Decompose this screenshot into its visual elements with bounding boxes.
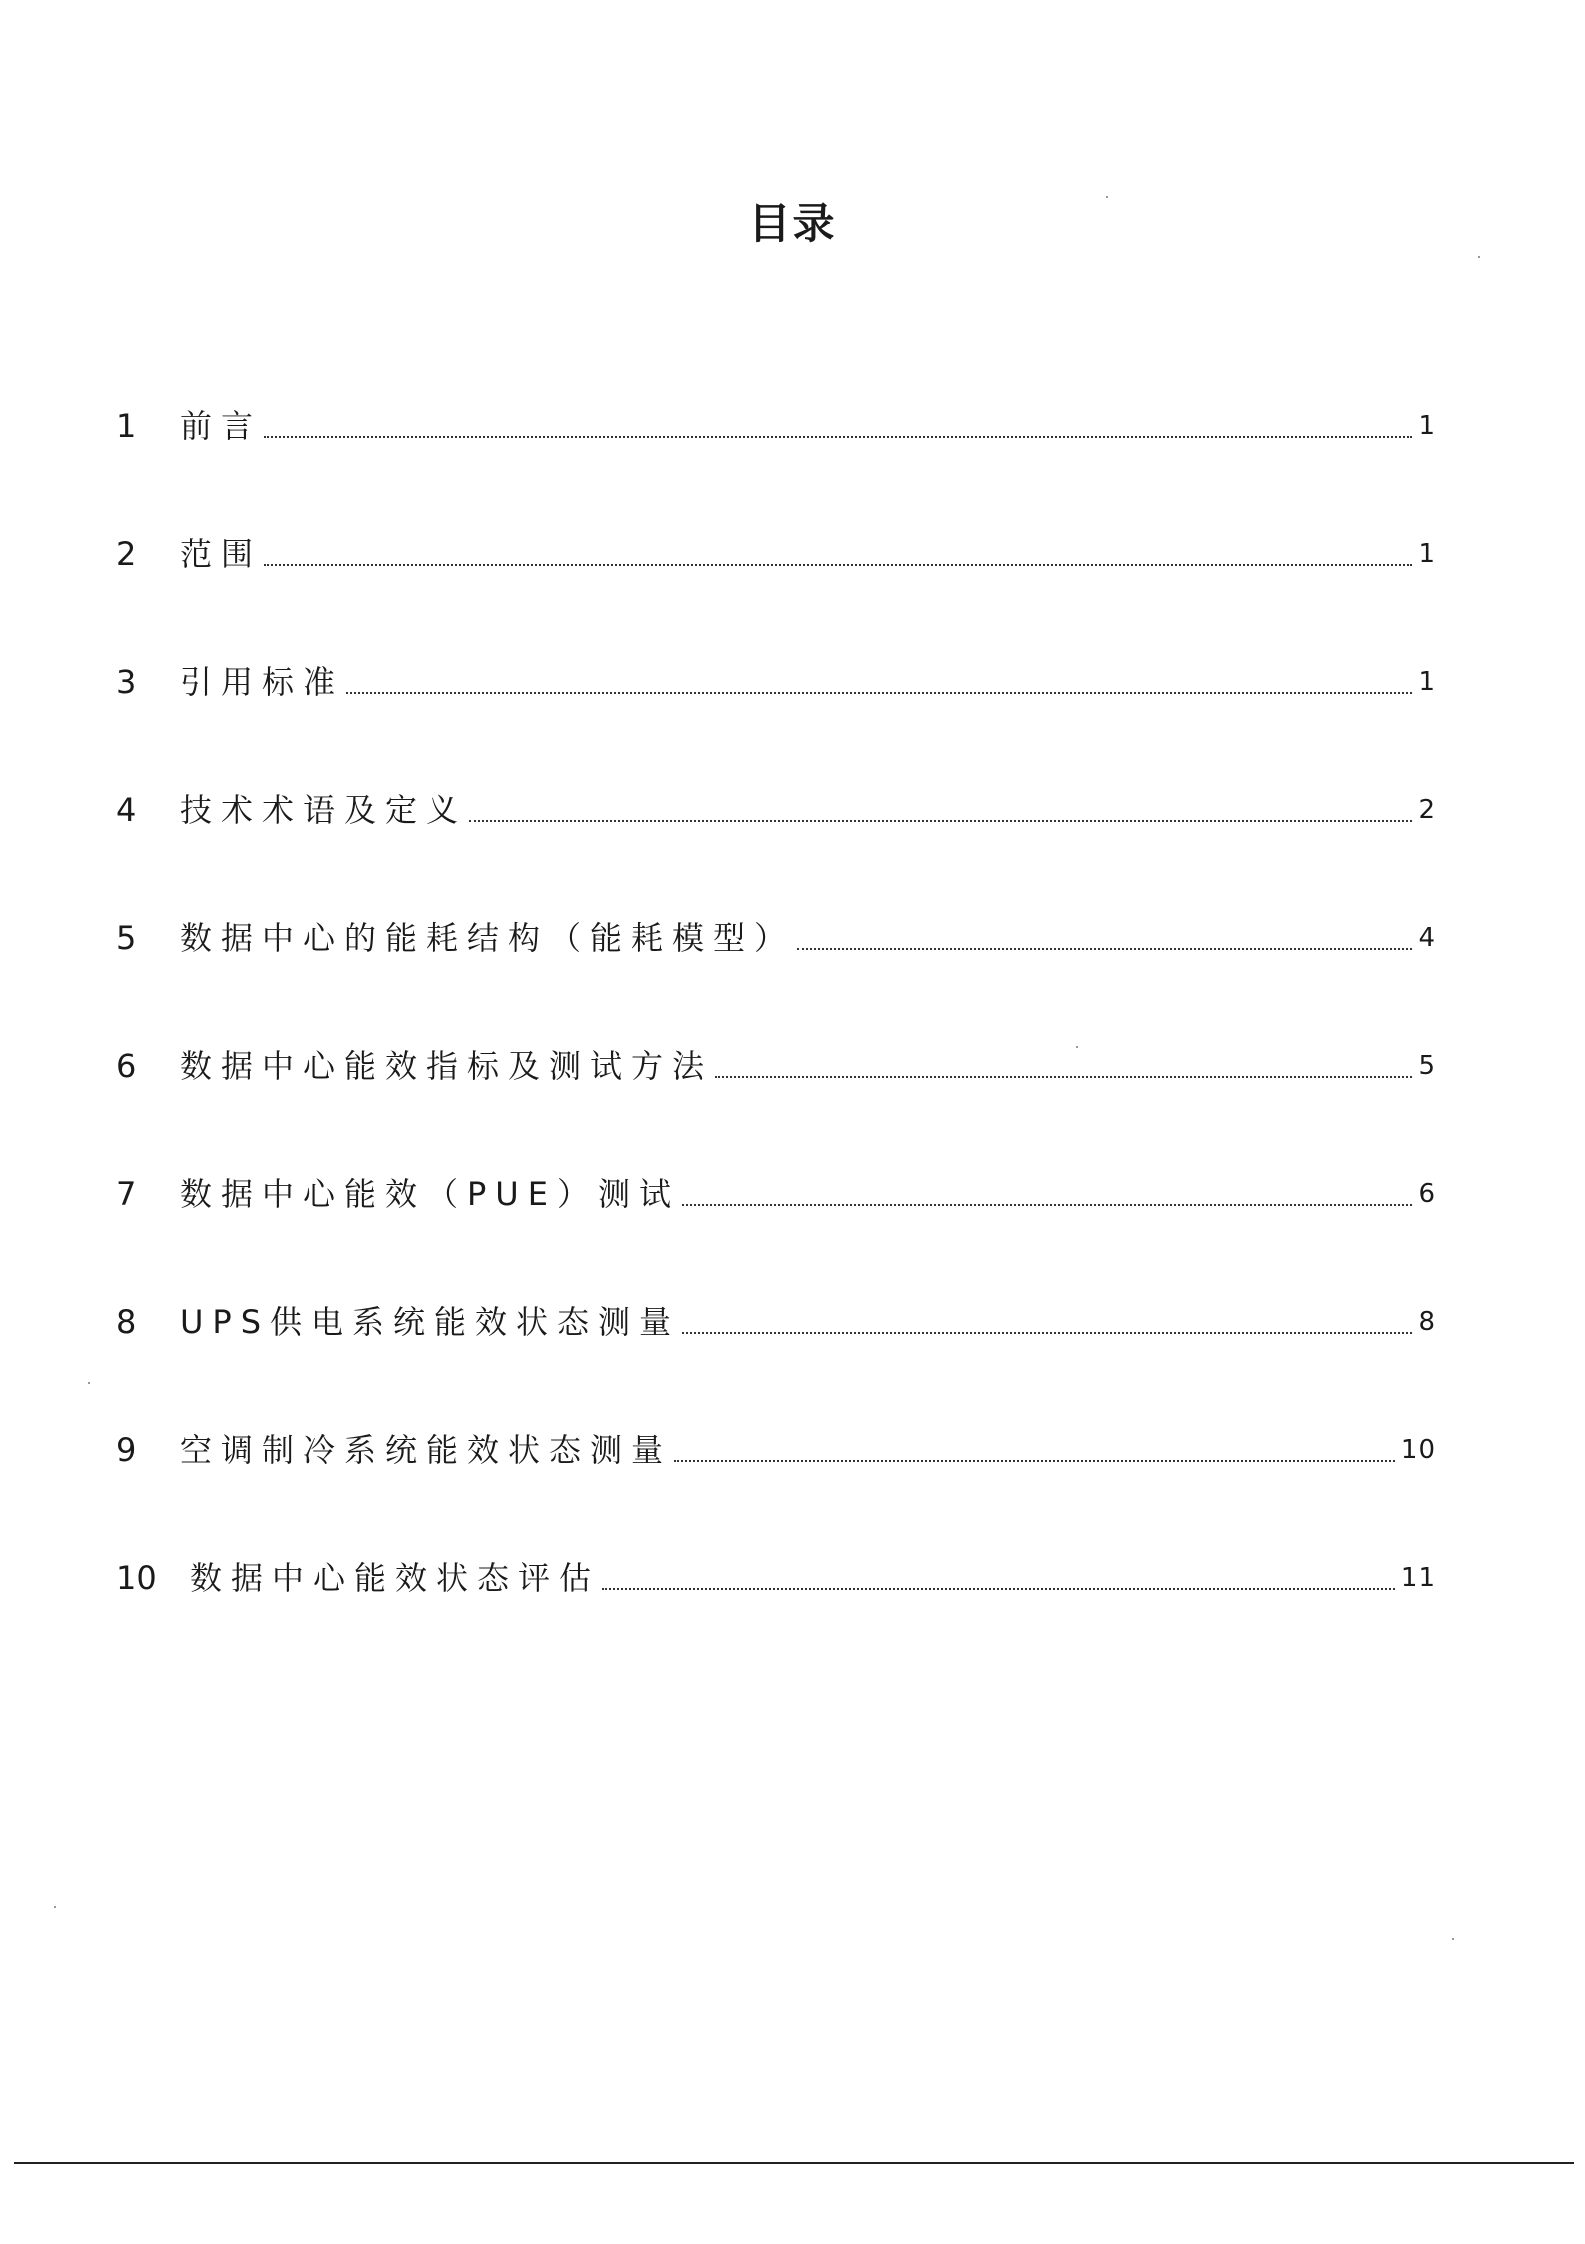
- toc-entry-10[interactable]: [116, 1472, 1436, 1600]
- toc-entry-title: 数据中心能效状态评估: [190, 1559, 601, 1597]
- dot-leader: [715, 1076, 1412, 1078]
- toc-entry-title: 前言: [180, 407, 263, 445]
- page-title: 目录: [748, 199, 837, 248]
- toc-entry-number: 10: [116, 1559, 157, 1597]
- toc-entry-page: 1: [1418, 411, 1436, 441]
- scan-speck: [1106, 196, 1108, 198]
- toc-entry-number: 6: [116, 1047, 137, 1085]
- toc-entry-page: 11: [1400, 1563, 1436, 1593]
- footer-rule: [14, 2162, 1574, 2164]
- dot-leader: [264, 564, 1412, 566]
- toc-entry-7[interactable]: [116, 1088, 1436, 1216]
- toc-entry-3[interactable]: [116, 576, 1436, 704]
- toc-entry-8[interactable]: [116, 1216, 1436, 1344]
- toc-entry-page: 1: [1418, 539, 1436, 569]
- toc-entry-title: 技术术语及定义: [180, 791, 468, 829]
- toc-entry-page: 8: [1418, 1307, 1436, 1337]
- toc-entry-number: 5: [116, 919, 137, 957]
- dot-leader: [797, 948, 1412, 950]
- toc-entry-number: 9: [116, 1431, 137, 1469]
- toc-entry-2[interactable]: [116, 448, 1436, 576]
- toc-entry-title: 数据中心能效指标及测试方法: [180, 1047, 714, 1085]
- scan-speck: [1452, 1938, 1454, 1940]
- table-of-contents: [116, 320, 1436, 1600]
- dot-leader: [602, 1588, 1395, 1590]
- toc-entry-title: 范围: [180, 535, 263, 573]
- dot-leader: [264, 436, 1412, 438]
- dot-leader: [682, 1332, 1412, 1334]
- toc-entry-6[interactable]: [116, 960, 1436, 1088]
- dot-leader: [674, 1460, 1395, 1462]
- toc-entry-page: 6: [1418, 1179, 1436, 1209]
- toc-entry-number: 7: [116, 1175, 137, 1213]
- dot-leader: [682, 1204, 1413, 1206]
- toc-entry-1[interactable]: [116, 320, 1436, 448]
- toc-entry-number: 4: [116, 791, 137, 829]
- dot-leader: [469, 820, 1412, 822]
- toc-entry-title: 数据中心能效（PUE）测试: [180, 1175, 680, 1213]
- toc-entry-title: 空调制冷系统能效状态测量: [180, 1431, 673, 1469]
- dot-leader: [346, 692, 1412, 694]
- toc-entry-number: 1: [116, 407, 137, 445]
- toc-entry-page: 2: [1418, 795, 1436, 825]
- toc-entry-title: 引用标准: [180, 663, 345, 701]
- scan-speck: [1076, 1046, 1078, 1048]
- scan-speck: [1478, 256, 1480, 258]
- toc-entry-number: 2: [116, 535, 137, 573]
- scan-speck: [88, 1382, 90, 1384]
- scan-speck: [54, 1906, 56, 1908]
- toc-entry-page: 5: [1418, 1051, 1436, 1081]
- toc-entry-title: UPS供电系统能效状态测量: [180, 1303, 681, 1341]
- toc-entry-9[interactable]: [116, 1344, 1436, 1472]
- toc-entry-page: 4: [1418, 923, 1436, 953]
- toc-entry-page: 1: [1418, 667, 1436, 697]
- toc-entry-4[interactable]: [116, 704, 1436, 832]
- toc-entry-page: 10: [1400, 1435, 1436, 1465]
- toc-entry-number: 3: [116, 663, 137, 701]
- toc-entry-number: 8: [116, 1303, 137, 1341]
- toc-entry-title: 数据中心的能耗结构（能耗模型）: [180, 919, 796, 957]
- toc-entry-5[interactable]: [116, 832, 1436, 960]
